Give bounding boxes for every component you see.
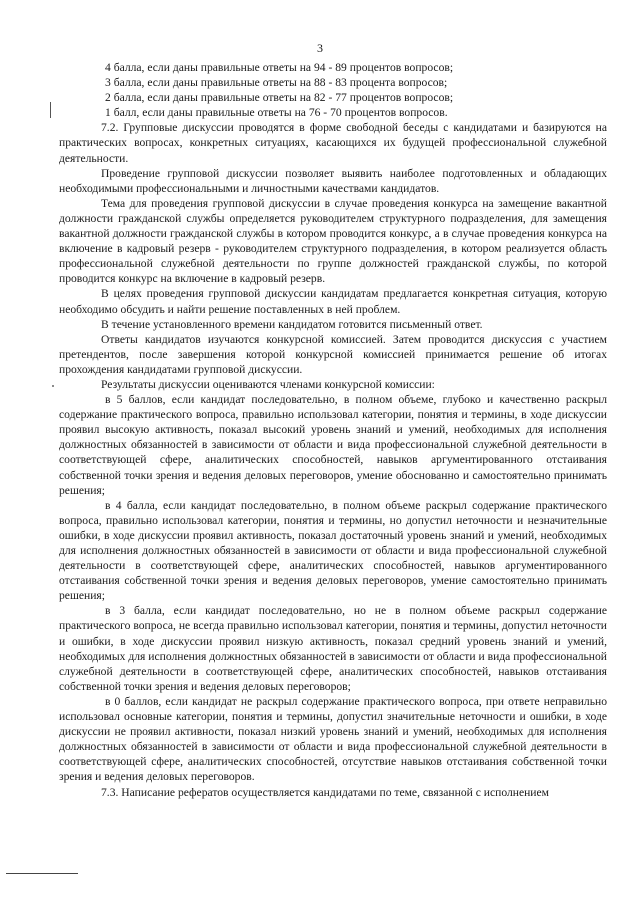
discussion-score-4: в 4 балла, если кандидат последовательно, в полном объеме раскрыл содержание практического вопроса, правильно использовал категории, понятия и термины, но допустил неточности и незначительные ошибки, в ходе дискуссии проявил активность, показал достаточный уровень знаний и умений, необходимых для исполнения должностных обязанностей в зависимости от области и вида профессиональной служебной деятельности в соответствующей сфере, аналитических способностей, навыков аргументированного отстаивания собственной точки зрения и ведения деловых переговоров, умение самостоятельно принимать решения;	[59, 498, 607, 603]
situation-paragraph: В целях проведения групповой дискуссии кандидатам предлагается конкретная ситуация, которую необходимо обсудить и найти решение поставленных в ней проблем.	[59, 287, 607, 316]
results-evaluation-paragraph: Результаты дискуссии оцениваются членами конкурсной комиссии:	[101, 377, 435, 391]
page-number: 3	[317, 41, 323, 55]
footer-rule	[6, 873, 78, 874]
section-7-3-paragraph: 7.3. Написание рефератов осуществляется кандидатами по теме, связанной с исполнением	[101, 785, 549, 799]
scoring-1-point: 1 балл, если даны правильные ответы на 76 - 70 процентов вопросов.	[105, 106, 448, 120]
section-7-2-paragraph: 7.2. Групповые дискуссии проводятся в форме свободной беседы с кандидатами и базируются на практических вопросах, конкретных ситуациях, касающихся их будущей профессиональной служебной деятельности.	[59, 121, 607, 165]
discussion-score-5: в 5 баллов, если кандидат последовательно, в полном объеме, глубоко и качественно раскрыл содержание практического вопроса, правильно использовал категории, понятия и термины, в ходе дискуссии проявил высокую активность, показал высокий уровень знаний и умений, необходимых для исполнения должностных обязанностей в зависимости от области и вида профессиональной служебной деятельности в соответствующей сфере, аналитических способностей, навыков аргументированного отстаивания собственной точки зрения и ведения деловых переговоров, умение обоснованно и самостоятельно принимать решения;	[59, 393, 607, 497]
scoring-3-points: 3 балла, если даны правильные ответы на 88 - 83 процента вопросов;	[105, 76, 448, 90]
discussion-purpose-paragraph: Проведение групповой дискуссии позволяет выявить наиболее подготовленных и обладающих необходимыми профессиональными и личностными качествами кандидатов.	[59, 166, 607, 195]
written-answer-paragraph: В течение установленного времени кандидатом готовится письменный ответ.	[101, 317, 483, 331]
scoring-4-points: 4 балла, если даны правильные ответы на 94 - 89 процентов вопросов;	[105, 61, 454, 74]
discussion-score-0: в 0 баллов, если кандидат не раскрыл содержание практического вопроса, при ответе неправильно использовал основные категории, понятия и термины, допустил значительные неточности и ошибки, в ходе дискуссии не проявил активности, показал низкий уровень знаний и умений, необходимых для исполнения должностных обязанностей в зависимости от области и вида профессиональной служебной деятельности в соответствующей сфере, аналитических способностей, отсутствие навыков отстаивания собственной точки зрения и ведения деловых переговоров.	[59, 694, 607, 784]
discussion-topic-paragraph: Тема для проведения групповой дискуссии в случае проведения конкурса на замещение вакантной должности гражданской службы определяется руководителем структурного подразделения, для замещения вакантной должности гражданской службы в котором проводится конкурс, а в случае проведения конкурса на включение в кадровый резерв - руководителем структурного подразделения, в котором реализуется область профессиональной служебной деятельности по группе должностей гражданской службы, по которой проводится конкурс на включение в кадровый резерв.	[59, 196, 607, 286]
discussion-score-3: в 3 балла, если кандидат последовательно, но не в полном объеме раскрыл содержание практического вопроса, не всегда правильно использовал категории, понятия и термины, допустил неточности и ошибки, в ходе дискуссии проявил низкую активность, показал средний уровень знаний и умений, необходимых для исполнения должностных обязанностей в зависимости от области и вида профессиональной служебной деятельности в соответствующей сфере, аналитических способностей, навыков отстаивания собственной точки зрения и ведения деловых переговоров;	[59, 604, 607, 693]
margin-dot	[52, 385, 54, 387]
scoring-2-points: 2 балла, если даны правильные ответы на 82 - 77 процентов вопросов;	[105, 91, 454, 105]
body-text	[59, 60, 607, 800]
commission-review-paragraph: Ответы кандидатов изучаются конкурсной комиссией. Затем проводится дискуссия с участием претендентов, после завершения которой конкурсной комиссией принимается решение об итогах прохождения кандидатами групповой дискуссии.	[59, 332, 607, 376]
margin-mark	[50, 102, 51, 118]
